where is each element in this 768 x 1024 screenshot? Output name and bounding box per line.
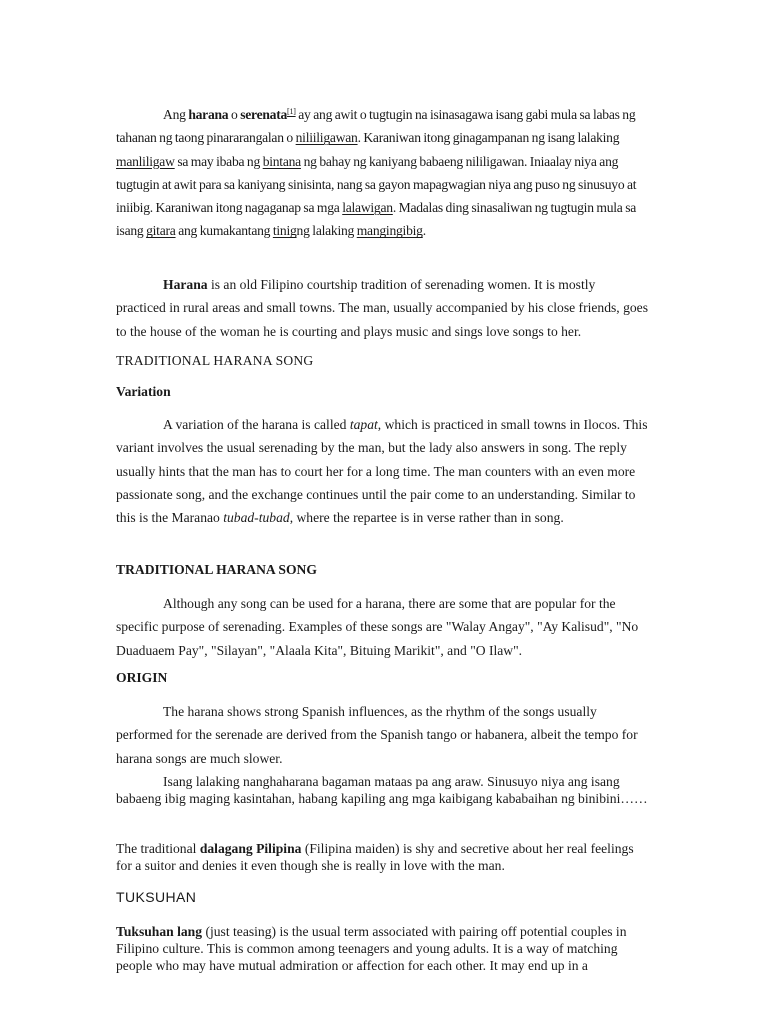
- bold-term-dalagang-pilipina: dalagang Pilipina: [199, 841, 302, 856]
- paragraph-origin: The harana shows strong Spanish influences, as the rhythm of the songs usually performed for the serenade are derived from the Spanish tango or habanera, albeit the tempo for harana songs are much slower.: [116, 704, 638, 766]
- text-run: ng lalaking: [296, 223, 357, 239]
- link-manliligaw[interactable]: manliligaw: [116, 153, 175, 169]
- text-run: is an old Filipino courtship tradition of serenading women. It is mostly practiced in rural areas and small towns. The man, usually accompanied by his close friends, goes to the house of the woman he is courting and plays music and sings love songs to her.: [116, 277, 649, 339]
- section-heading-tuksuhan: TUKSUHAN: [116, 889, 197, 905]
- text-run: A variation of the harana is called: [163, 417, 350, 432]
- text-run: ay ang awit o tugtugin na isinasagawa isang gabi mula sa labas ng tahanan ng taong pinararangalan o: [116, 107, 636, 146]
- link-gitara[interactable]: gitara: [146, 223, 176, 239]
- bold-term-harana: harana: [188, 107, 229, 122]
- text-run: The traditional: [116, 841, 200, 856]
- paragraph-variation: [116, 413, 648, 529]
- paragraph-tuksuhan: [116, 923, 648, 974]
- bold-term-tuksuhan-lang: Tuksuhan lang: [116, 924, 203, 939]
- text-run: , where the repartee is in verse rather than in song.: [289, 510, 564, 526]
- section-heading-variation: Variation: [116, 384, 171, 399]
- paragraph-harana-english: [116, 273, 648, 343]
- paragraph-dalagang-pilipina: [116, 840, 648, 874]
- text-run: sa may ibaba ng: [174, 153, 263, 169]
- bold-term-harana: Harana: [163, 277, 208, 292]
- link-bintana[interactable]: bintana: [262, 153, 301, 169]
- bold-term-serenata: serenata: [240, 107, 288, 122]
- paragraph-songs: Although any song can be used for a harana, there are some that are popular for the specific purpose of serenading. Examples of these songs are "Walay Angay", "Ay Kalisud", "No Duaduaem Pay", "Silayan", "Alaala Kita", Bituing Marikit", and "O Ilaw".: [116, 596, 639, 658]
- text-run: . Karaniwan itong ginagampanan ng isang lalaking: [357, 130, 620, 146]
- text-run: Ang: [163, 107, 189, 122]
- section-heading-traditional-song: TRADITIONAL HARANA SONG: [116, 353, 314, 368]
- footnote-link[interactable]: [1]: [287, 107, 296, 116]
- link-niliigawan[interactable]: niliiligawan: [295, 130, 358, 146]
- link-lalawigan[interactable]: lalawigan: [342, 200, 393, 216]
- section-heading-origin: ORIGIN: [116, 670, 168, 685]
- text-run: ang kumakantang: [175, 223, 273, 239]
- text-run: . Madalas ding sinasaliwan ng tugtugin mula sa isang: [116, 200, 637, 239]
- link-tinig[interactable]: tinig: [272, 223, 297, 239]
- italic-term-tapat: tapat: [349, 417, 378, 432]
- paragraph-photo-caption: Isang lalaking nanghaharana bagaman mataas pa ang araw. Sinusuyo niya ang isang babaeng ibig maging kasintahan, habang kapiling ang mga kaibigang kababaihan ng binibini……: [116, 774, 648, 806]
- italic-term-tubad-tubad: tubad-tubad: [223, 510, 290, 526]
- paragraph-harana-tagalog: [116, 103, 648, 243]
- link-mangingibig[interactable]: mangingibig: [356, 223, 423, 239]
- text-run: o: [228, 107, 241, 122]
- text-run: (Filipina maiden) is shy and secretive about her real feelings for a suitor and denies it even though she is really in love with the man.: [116, 841, 634, 873]
- text-run: .: [422, 223, 426, 239]
- text-run: (just teasing) is the usual term associated with pairing off potential couples in Filipino culture. This is common among teenagers and young adults. It is a way of matching people who may have mutual admiration or affection for each other. It may end up in a: [116, 924, 627, 973]
- text-run: ng bahay ng kaniyang babaeng nililigawan. Iniaalay niya ang tugtugin at awit para sa kaniyang sinisinta, nang sa gayon mapagwagian niya ang puso ng sinusuyo at iniibig. Karaniwan itong nagaganap sa mga: [116, 153, 637, 216]
- text-run: , which is practiced in small towns in Ilocos. This variant involves the usual serenading by the man, but the lady also answers in song. The reply usually hints that the man has to court her for a long time. The man counters with an even more passionate song, and the exchange continues until the pair come to an understanding. Similar to this is the Maranao: [116, 417, 648, 526]
- section-heading-traditional-song-bold: TRADITIONAL HARANA SONG: [116, 562, 317, 577]
